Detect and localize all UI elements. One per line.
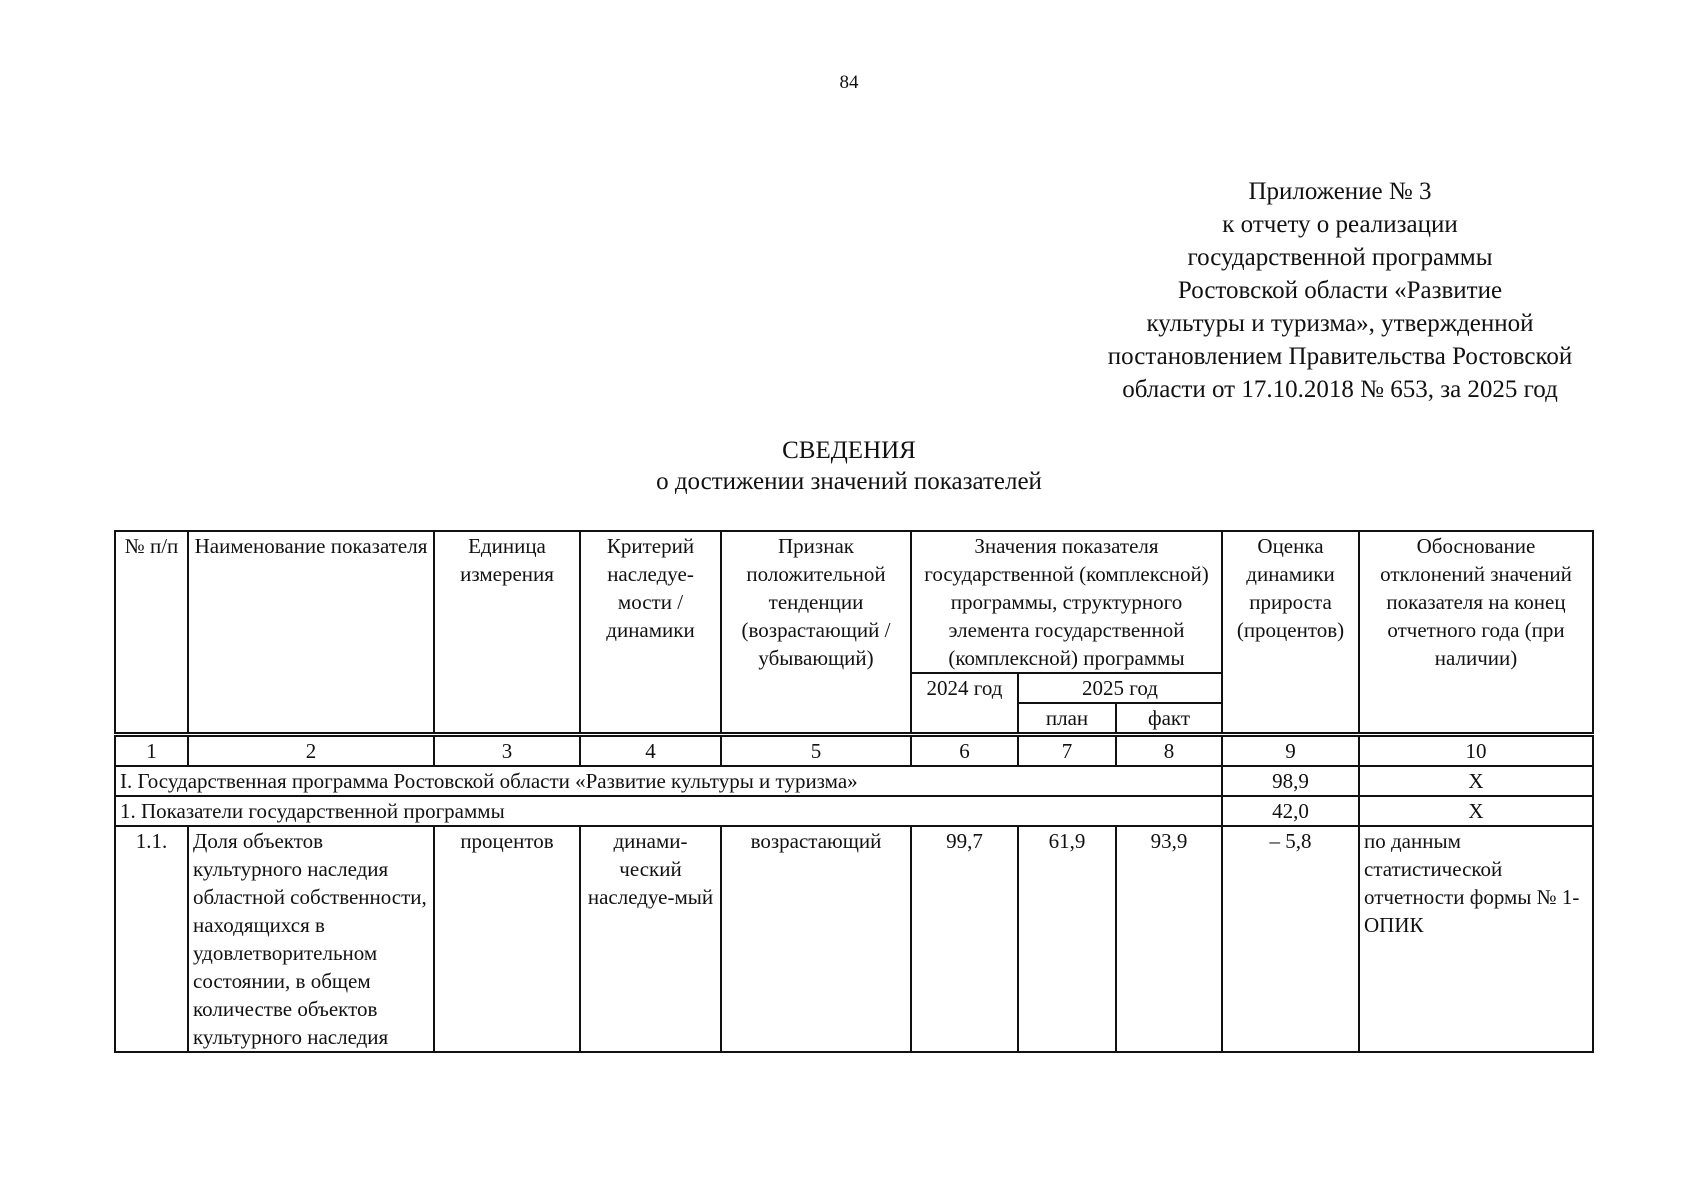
column-number: 9 (1222, 735, 1359, 767)
row-criterion: динами-ческий наследуе-мый (580, 826, 721, 1052)
appendix-line: Приложение № 3 (1248, 178, 1432, 205)
header-num: № п/п (115, 531, 188, 735)
appendix-line: Ростовской области «Развитие (1177, 277, 1503, 304)
appendix-line: постановлением Правительства Ростовской (1107, 343, 1573, 370)
header-year-2024: 2024 год (911, 673, 1018, 735)
header-name: Наименование показателя (188, 531, 434, 735)
column-number-row (115, 735, 1593, 767)
row-fact-2025: 93,9 (1116, 826, 1222, 1052)
appendix-line: области от 17.10.2018 № 653, за 2025 год (1122, 376, 1558, 403)
column-number: 10 (1359, 735, 1593, 767)
section-row (115, 766, 1593, 796)
row-value-2024: 99,7 (911, 826, 1018, 1052)
section-title: I. Государственная программа Ростовской области «Развитие культуры и туризма» (115, 766, 1222, 796)
indicators-table (114, 530, 1594, 1053)
appendix-line: государственной программы (1187, 244, 1493, 271)
subsection-growth: 42,0 (1222, 796, 1359, 826)
document-title (0, 435, 1698, 497)
row-num: 1.1. (115, 826, 188, 1052)
header-criterion: Критерий наследуе-мости / динамики (580, 531, 721, 735)
row-growth: – 5,8 (1222, 826, 1359, 1052)
column-number: 2 (188, 735, 434, 767)
appendix-header (1040, 175, 1640, 406)
header-fact: факт (1116, 703, 1222, 735)
header-plan: план (1018, 703, 1116, 735)
row-name: Доля объектов культурного наследия областной собственности, находящихся в удовлетворительном состоянии, в общем количестве объектов культурного наследия (188, 826, 434, 1052)
header-trend: Признак положительной тенденции (возрастающий / убывающий) (721, 531, 911, 735)
page-number: 84 (839, 72, 859, 93)
header-row (115, 531, 1593, 673)
header-growth: Оценка динамики прироста (процентов) (1222, 531, 1359, 735)
subsection-row (115, 796, 1593, 826)
appendix-line: культуры и туризма», утвержденной (1146, 310, 1534, 337)
subsection-title: 1. Показатели государственной программы (115, 796, 1222, 826)
row-unit: процентов (434, 826, 580, 1052)
column-number: 4 (580, 735, 721, 767)
column-number: 5 (721, 735, 911, 767)
section-justification: Х (1359, 766, 1593, 796)
appendix-line: к отчету о реализации (1222, 211, 1458, 238)
subsection-justification: Х (1359, 796, 1593, 826)
row-trend: возрастающий (721, 826, 911, 1052)
header-values-group: Значения показателя государственной (комплексной) программы, структурного элемента государственной (комплексной) программы (911, 531, 1222, 673)
table-row (115, 826, 1593, 1052)
column-number: 7 (1018, 735, 1116, 767)
row-plan-2025: 61,9 (1018, 826, 1116, 1052)
column-number: 1 (115, 735, 188, 767)
section-growth: 98,9 (1222, 766, 1359, 796)
row-justification: по данным статистической отчетности формы № 1-ОПИК (1359, 826, 1593, 1052)
column-number: 3 (434, 735, 580, 767)
column-number: 8 (1116, 735, 1222, 767)
title-main: СВЕДЕНИЯ (782, 437, 916, 464)
header-unit: Единица измерения (434, 531, 580, 735)
column-number: 6 (911, 735, 1018, 767)
header-justification: Обоснование отклонений значений показателя на конец отчетного года (при наличии) (1359, 531, 1593, 735)
title-sub: о достижении значений показателей (656, 468, 1042, 495)
header-year-2025: 2025 год (1018, 673, 1222, 703)
